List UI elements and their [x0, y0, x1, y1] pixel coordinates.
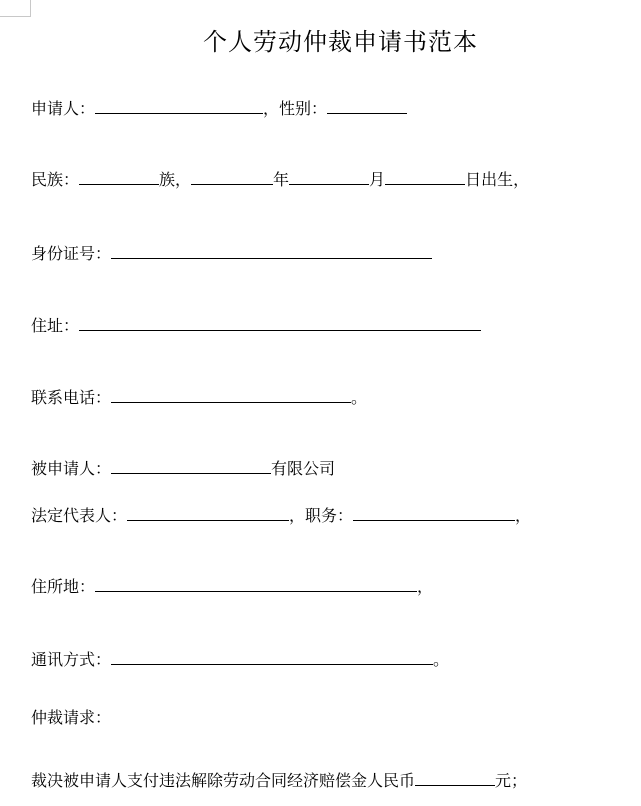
applicant-label: 申请人：	[31, 99, 96, 118]
birth-label: 日出生，	[465, 170, 530, 189]
respondent-label: 被申请人：	[31, 459, 112, 478]
document-title: 个人劳动仲裁申请书范本	[203, 28, 478, 56]
address-label: 住址：	[31, 316, 80, 335]
rep-comma: ，	[515, 506, 532, 525]
comm-label: 通讯方式：	[31, 650, 112, 669]
ethnicity-label: 民族：	[31, 170, 80, 189]
ethnicity-birth-line	[31, 168, 529, 191]
ethnicity-suffix: 族，	[159, 170, 192, 189]
yuan-label: 元；	[495, 771, 528, 790]
comm-blank[interactable]	[111, 648, 433, 665]
id-label: 身份证号：	[31, 244, 112, 263]
residence-comma: ，	[417, 577, 434, 596]
phone-period: 。	[351, 388, 368, 407]
gender-blank[interactable]	[327, 97, 407, 114]
phone-label: 联系电话：	[31, 388, 112, 407]
compensation-amount-blank[interactable]	[415, 769, 495, 786]
comm-line	[31, 648, 449, 671]
address-line	[31, 314, 481, 337]
claims-heading	[31, 707, 111, 729]
claim-1-text: 裁决被申请人支付违法解除劳动合同经济赔偿金人民币	[31, 771, 416, 790]
respondent-blank[interactable]	[111, 457, 271, 474]
page-corner-mark	[0, 0, 31, 17]
gender-label: ，性别：	[263, 99, 328, 118]
address-blank[interactable]	[79, 314, 481, 331]
residence-blank[interactable]	[95, 575, 417, 592]
id-number-line	[31, 242, 432, 265]
rep-name-blank[interactable]	[127, 504, 289, 521]
applicant-line	[31, 97, 407, 120]
position-label: ，职务：	[289, 506, 354, 525]
comm-period: 。	[433, 650, 450, 669]
year-label: 年	[273, 170, 290, 189]
birth-month-blank[interactable]	[289, 168, 369, 185]
position-blank[interactable]	[353, 504, 515, 521]
rep-label: 法定代表人：	[31, 506, 128, 525]
applicant-name-blank[interactable]	[95, 97, 263, 114]
respondent-line	[31, 457, 335, 480]
residence-line	[31, 575, 433, 598]
claims-label: 仲裁请求：	[31, 708, 112, 727]
claim-1-line	[31, 769, 527, 792]
phone-blank[interactable]	[111, 386, 351, 403]
residence-label: 住所地：	[31, 577, 96, 596]
company-suffix: 有限公司	[271, 459, 336, 478]
legal-rep-line	[31, 504, 531, 527]
birth-year-blank[interactable]	[191, 168, 273, 185]
birth-day-blank[interactable]	[385, 168, 465, 185]
phone-line	[31, 386, 367, 409]
id-number-blank[interactable]	[111, 242, 432, 259]
ethnicity-blank[interactable]	[79, 168, 159, 185]
month-label: 月	[369, 170, 386, 189]
